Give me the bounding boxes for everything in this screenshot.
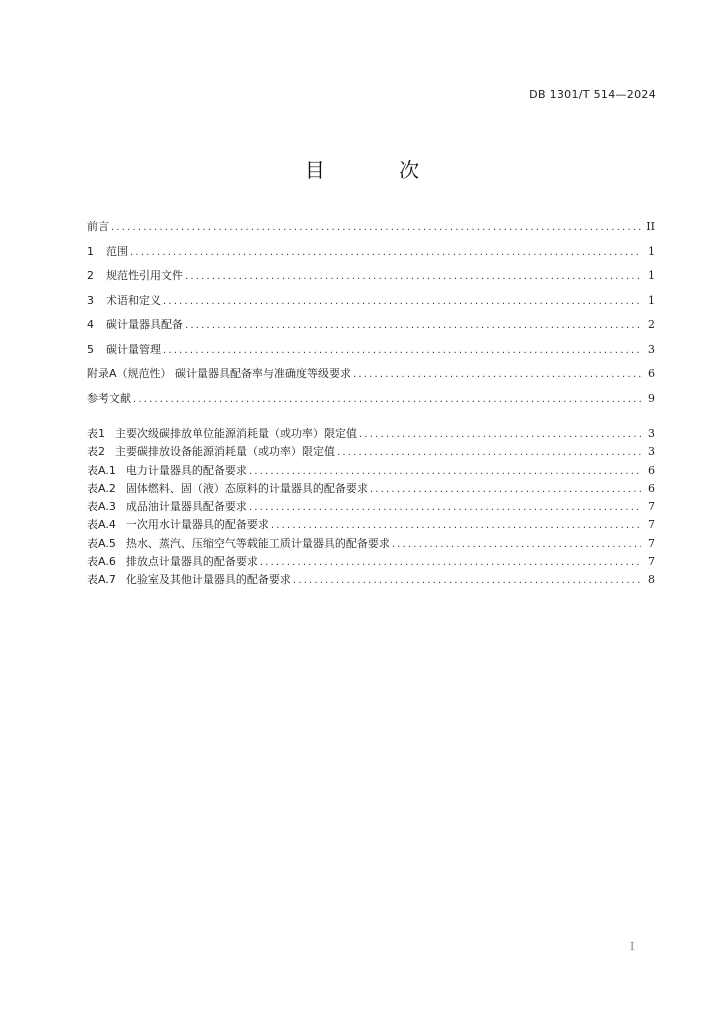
toc-table-page: 3 (648, 445, 655, 459)
toc-entry-title: 术语和定义 (106, 293, 161, 307)
toc-entry-number: 1 (87, 244, 94, 258)
toc-entry-title: 碳计量管理 (106, 342, 161, 356)
document-code: DB 1301/T 514—2024 (529, 88, 656, 101)
toc-table-entry[interactable] (87, 518, 655, 536)
toc-entry-page: II (646, 220, 655, 233)
toc-table-title: 电力计量器具的配备要求 (125, 463, 247, 477)
toc-table-entry[interactable] (87, 427, 655, 445)
toc-table-number: 表A.3 (87, 500, 116, 514)
toc-table-entry[interactable] (87, 537, 655, 555)
toc-leader-dots (185, 270, 641, 284)
toc-table-title: 固体燃料、固（液）态原料的计量器具的配备要求 (125, 481, 368, 495)
toc-table-title: 主要次级碳排放单位能源消耗量（或功率）限定值 (115, 427, 357, 440)
toc-tables-list (87, 427, 655, 592)
toc-table-entry[interactable] (87, 573, 655, 591)
toc-table-number: 表A.1 (87, 463, 116, 477)
toc-entry-number: 5 (87, 342, 94, 356)
toc-entry-page: 1 (648, 293, 655, 307)
toc-leader-dots (370, 483, 641, 497)
toc-entry-normative-references[interactable] (87, 269, 655, 294)
toc-leader-dots (111, 221, 641, 235)
toc-leader-dots (130, 246, 641, 260)
toc-table-entry[interactable] (87, 445, 655, 463)
toc-entry-page: 6 (648, 367, 655, 380)
toc-table-number: 表2 (87, 445, 105, 459)
toc-table-title: 化验室及其他计量器具的配备要求 (125, 573, 291, 587)
toc-leader-dots (133, 393, 641, 407)
toc-table-number: 表A.6 (87, 555, 116, 569)
toc-table-page: 6 (648, 463, 655, 477)
toc-entry-title: 前言 (87, 220, 109, 233)
toc-table-page: 7 (648, 536, 655, 550)
toc-leader-dots (337, 446, 641, 460)
toc-leader-dots (185, 319, 641, 333)
toc-table-number: 表A.2 (87, 481, 116, 495)
toc-title: 目 次 (304, 158, 454, 182)
toc-leader-dots (293, 574, 641, 588)
toc-table-number: 表A.4 (87, 518, 116, 532)
toc-entry-page: 9 (648, 391, 655, 405)
toc-entry-page: 2 (648, 318, 655, 331)
toc-table-number: 表1 (87, 427, 105, 440)
toc-table-page: 7 (648, 518, 655, 532)
toc-table-entry[interactable] (87, 555, 655, 573)
toc-leader-dots (392, 538, 641, 552)
toc-table-number: 表A.7 (87, 573, 116, 587)
toc-entry-scope[interactable] (87, 245, 655, 270)
toc-table-title: 主要碳排放设备能源消耗量（或功率）限定值 (115, 445, 335, 459)
toc-leader-dots (163, 295, 641, 309)
toc-entry-number: 2 (87, 269, 94, 282)
page-number: I (630, 940, 635, 953)
toc-entry-number: 3 (87, 293, 94, 307)
toc-entry-foreword[interactable] (87, 220, 655, 245)
toc-table-entry[interactable] (87, 482, 655, 500)
toc-entry-appendix-a[interactable] (87, 367, 655, 392)
toc-table-number: 表A.5 (87, 536, 116, 550)
toc-table-entry[interactable] (87, 500, 655, 518)
toc-table-page: 3 (648, 427, 655, 440)
toc-main-list (87, 220, 655, 416)
toc-leader-dots (353, 368, 641, 382)
toc-entry-number: 4 (87, 318, 94, 331)
toc-table-page: 8 (648, 573, 655, 587)
toc-entry-bibliography[interactable] (87, 392, 655, 417)
toc-leader-dots (271, 519, 641, 533)
toc-leader-dots (359, 428, 641, 442)
toc-leader-dots (249, 501, 641, 515)
toc-table-page: 7 (648, 555, 655, 569)
toc-table-page: 7 (648, 500, 655, 514)
toc-table-title: 热水、蒸汽、压缩空气等载能工质计量器具的配备要求 (125, 536, 390, 550)
toc-entry-title: 规范性引用文件 (106, 269, 183, 282)
toc-entry-page: 1 (648, 244, 655, 258)
toc-leader-dots (249, 465, 641, 479)
toc-table-title: 排放点计量器具的配备要求 (125, 555, 258, 569)
toc-entry-carbon-metering-management[interactable] (87, 343, 655, 368)
toc-table-title: 成品油计量器具配备要求 (125, 500, 247, 514)
toc-leader-dots (163, 344, 641, 358)
toc-entry-title: 附录A（规范性） 碳计量器具配备率与准确度等级要求 (87, 367, 352, 380)
toc-entry-title: 范围 (106, 244, 128, 258)
toc-entry-title: 参考文献 (87, 391, 131, 405)
toc-entry-page: 3 (648, 342, 655, 356)
toc-leader-dots (260, 556, 641, 570)
toc-entry-instrument-allocation[interactable] (87, 318, 655, 343)
toc-table-entry[interactable] (87, 464, 655, 482)
toc-table-title: 一次用水计量器具的配备要求 (125, 518, 269, 532)
toc-entry-title: 碳计量器具配备 (106, 318, 183, 331)
toc-entry-page: 1 (648, 269, 655, 282)
toc-entry-terms-definitions[interactable] (87, 294, 655, 319)
toc-table-page: 6 (648, 481, 655, 495)
